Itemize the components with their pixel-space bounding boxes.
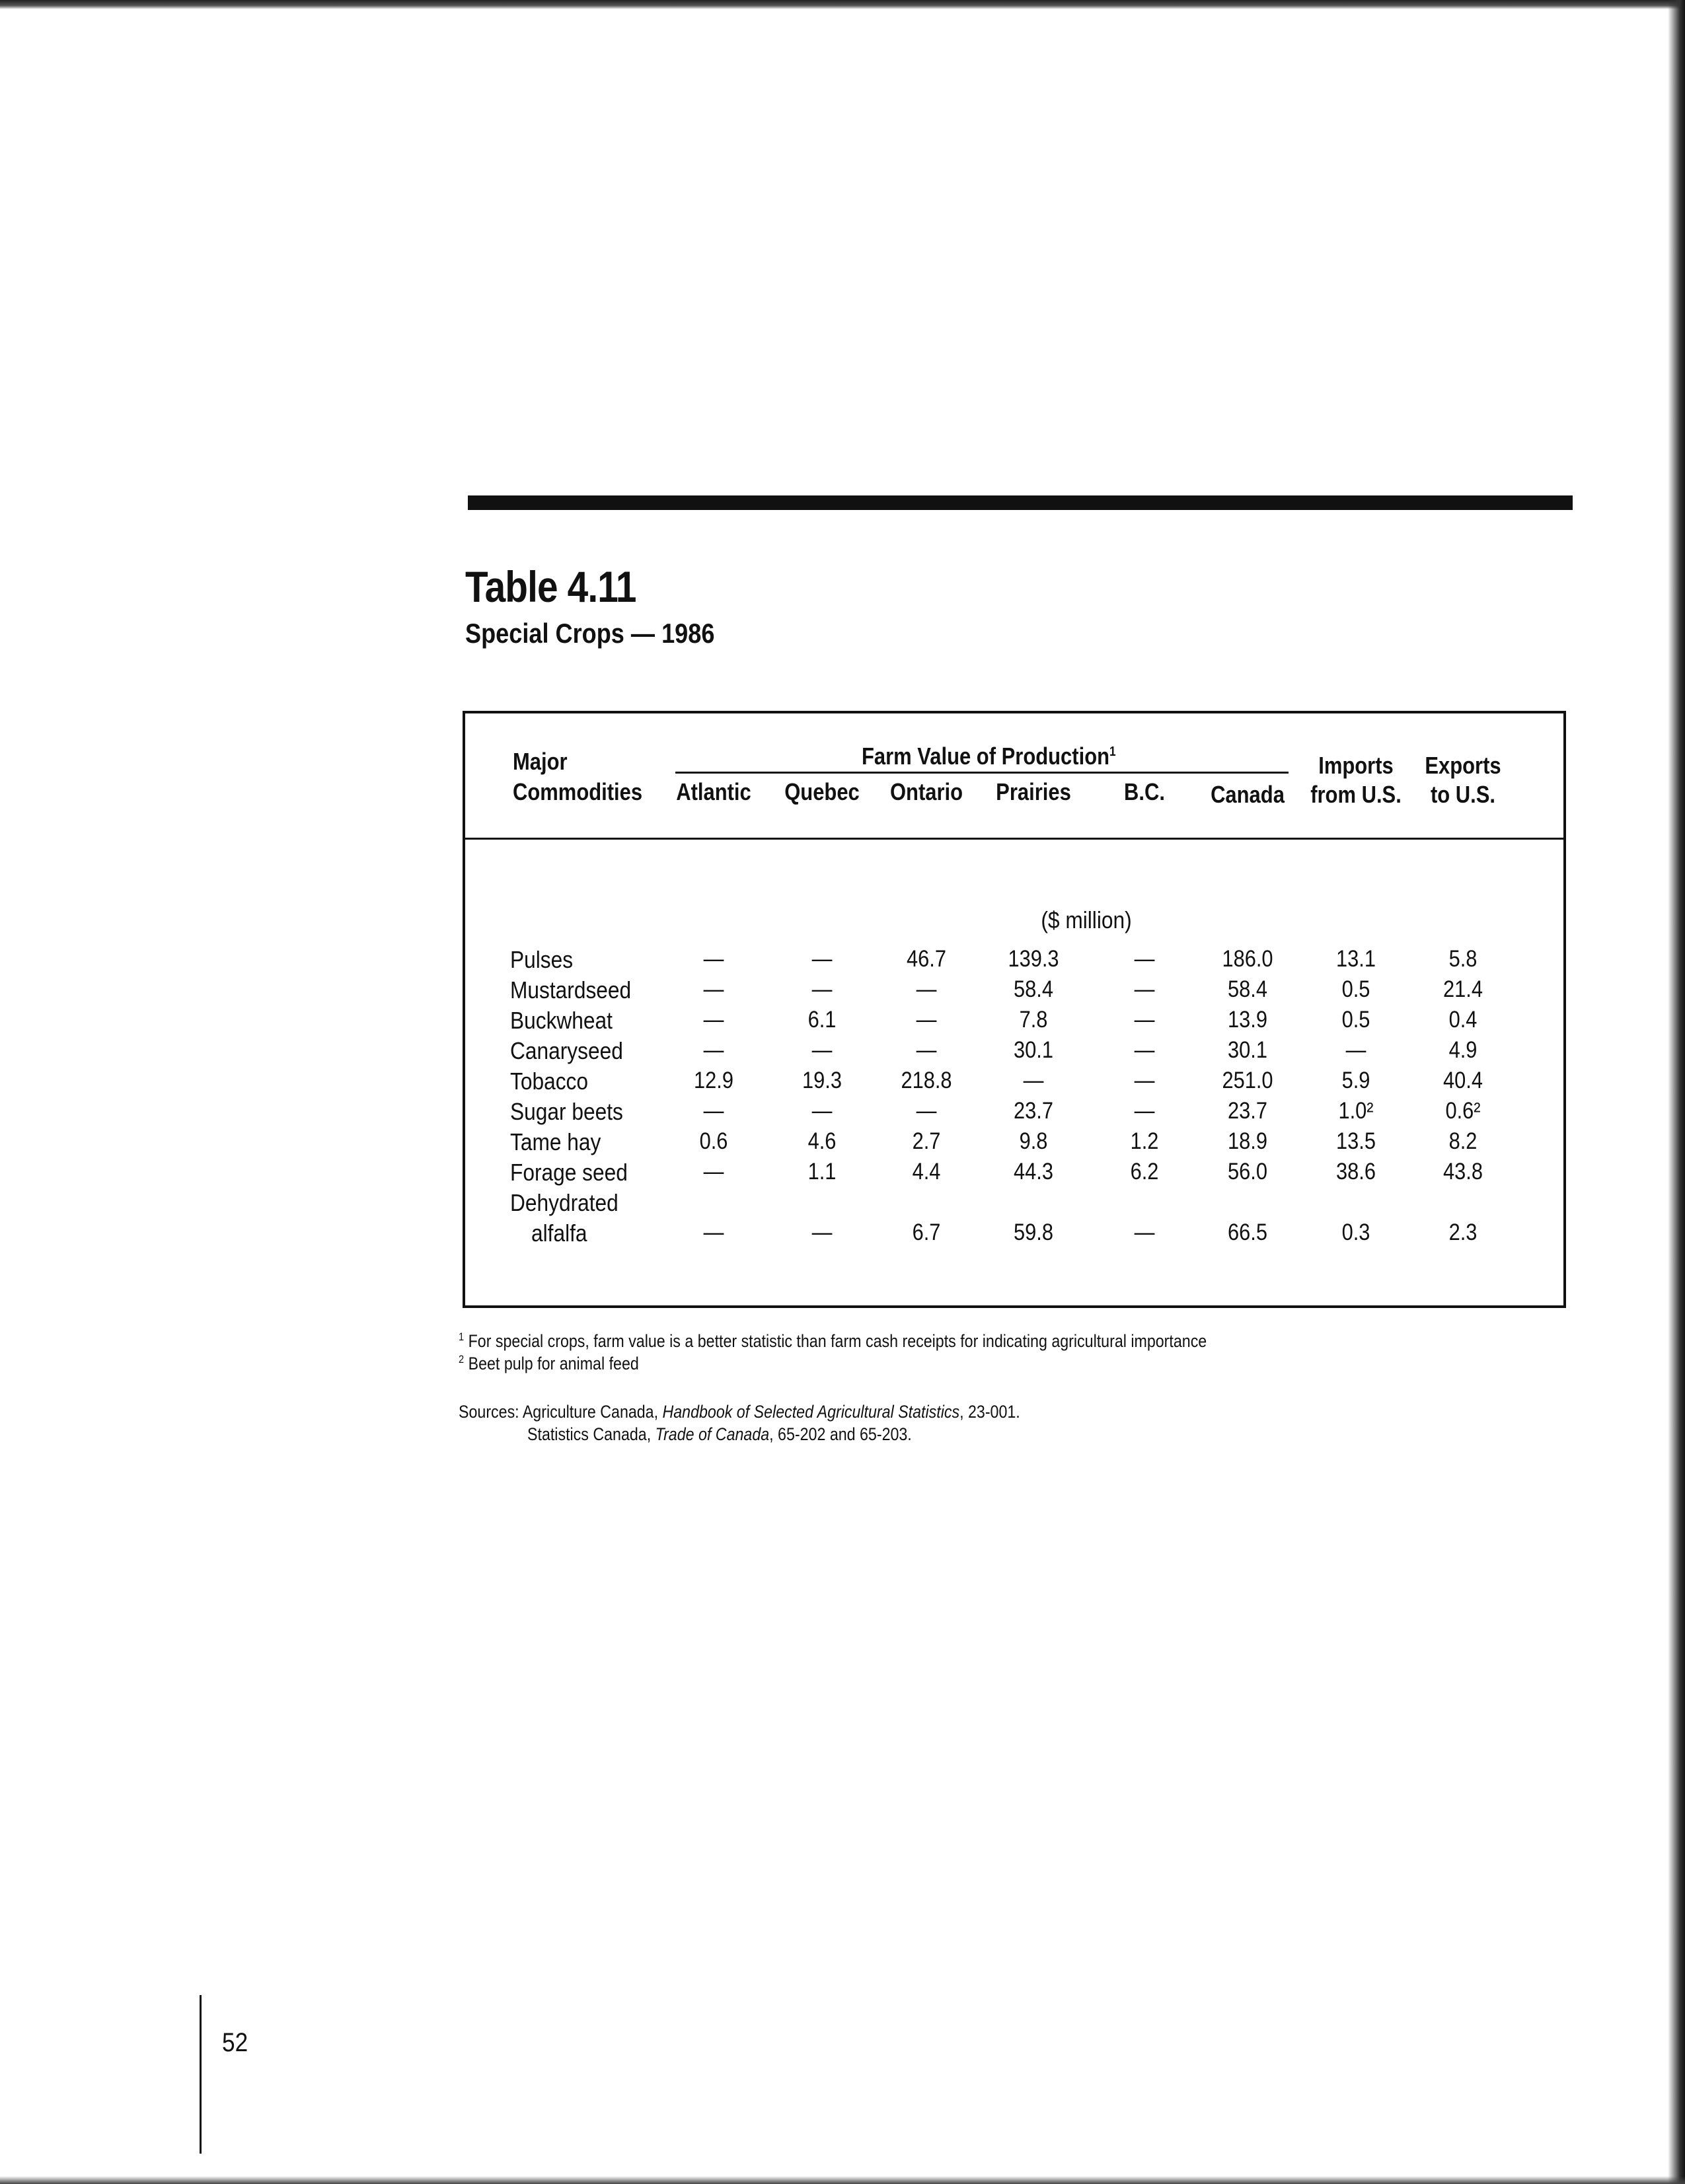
table-cell: — (1134, 1098, 1155, 1124)
table-cell: — (811, 1037, 833, 1063)
table-cell: 7.8 (1019, 1007, 1048, 1033)
table-cell: 9.8 (1019, 1128, 1048, 1154)
table-cell: 1.1 (807, 1159, 837, 1184)
table-cell: — (916, 976, 937, 1002)
table-cell: 13.9 (1228, 1007, 1267, 1033)
table-cell: — (916, 1098, 937, 1124)
unit-label: ($ million) (1041, 906, 1132, 933)
page-number: 52 (222, 2028, 248, 2057)
table-cell: 46.7 (907, 946, 946, 972)
scan-bottom-edge (0, 2176, 1685, 2184)
table-cell: 58.4 (1014, 976, 1053, 1002)
table-cell: — (703, 1007, 724, 1033)
table-cell: — (1134, 1007, 1155, 1033)
header-region-prairies: Prairies (996, 778, 1071, 805)
row-name: Buckwheat (510, 1007, 613, 1034)
row-name: Mustardseed (510, 976, 632, 1003)
table-cell: 1.0² (1338, 1098, 1374, 1124)
table-cell: 4.9 (1448, 1037, 1478, 1063)
header-region-atlantic: Atlantic (676, 778, 751, 805)
scan-right-edge (1668, 0, 1685, 2184)
row-name: Canaryseed (510, 1037, 623, 1064)
table-cell: 5.9 (1341, 1068, 1370, 1093)
table-cell: 59.8 (1014, 1219, 1053, 1245)
table-cell: — (703, 1037, 724, 1063)
header-imports-line1: Imports (1318, 752, 1394, 779)
table-cell: 218.8 (901, 1068, 952, 1093)
header-region-ontario: Ontario (889, 778, 963, 805)
table-cell: — (1134, 1037, 1155, 1063)
table-cell: 0.5 (1341, 976, 1370, 1002)
section-rule (468, 495, 1573, 510)
table-cell: 56.0 (1228, 1159, 1267, 1184)
table-cell: — (703, 1219, 724, 1245)
table-cell: 58.4 (1228, 976, 1267, 1002)
header-commodity-line2: Commodities (513, 778, 643, 805)
table-cell: 66.5 (1228, 1219, 1267, 1245)
table-cell: 30.1 (1228, 1037, 1267, 1063)
table-cell: 0.6 (699, 1128, 728, 1154)
table-cell: 4.6 (807, 1128, 837, 1154)
header-region-bc: B.C. (1124, 778, 1165, 805)
row-name: alfalfa (531, 1219, 587, 1247)
footnote-1: $^1$ For special crops, farm value is a better statistic than farm cash receipts for indicating agricultural importance (459, 1330, 1207, 1351)
row-name: Tobacco (510, 1068, 589, 1095)
table-cell: — (703, 946, 724, 972)
table-cell: 8.2 (1448, 1128, 1478, 1154)
table-cell: — (1134, 946, 1155, 972)
table-cell: 0.5 (1341, 1007, 1370, 1033)
table-cell: 30.1 (1014, 1037, 1053, 1063)
table-cell: 0.3 (1341, 1219, 1370, 1245)
table-cell: — (811, 1098, 833, 1124)
table-cell: 2.7 (912, 1128, 941, 1154)
table-cell: — (811, 1219, 833, 1245)
table-cell: 2.3 (1448, 1219, 1478, 1245)
group-underline (675, 772, 1289, 774)
header-imports-line2: from U.S. (1310, 781, 1402, 808)
table-cell: — (703, 1159, 724, 1184)
header-group-label: Farm Value of Production$^1$ (862, 743, 1116, 770)
header-region-quebec: Quebec (784, 778, 860, 805)
table-cell: 23.7 (1014, 1098, 1053, 1124)
table-cell: — (1345, 1037, 1367, 1063)
table-cell: 0.6² (1445, 1098, 1481, 1124)
table-cell: 44.3 (1014, 1159, 1053, 1184)
table-cell: 40.4 (1443, 1068, 1483, 1093)
header-region-canada: Canada (1211, 781, 1285, 808)
table-cell: 251.0 (1222, 1068, 1273, 1093)
page-margin-rule (200, 1995, 202, 2154)
table-cell: 6.2 (1130, 1159, 1159, 1184)
table-cell: 13.1 (1336, 946, 1376, 972)
table-cell: 18.9 (1228, 1128, 1267, 1154)
table-title: Table 4.11 (465, 562, 636, 611)
table-cell: — (1134, 976, 1155, 1002)
header-separator (465, 838, 1563, 840)
table-cell: 6.7 (912, 1219, 941, 1245)
table-cell: — (1134, 1219, 1155, 1245)
table-cell: 5.8 (1448, 946, 1478, 972)
table-subtitle: Special Crops — 1986 (465, 618, 715, 649)
table-cell: 43.8 (1443, 1159, 1483, 1184)
table-cell: 13.5 (1336, 1128, 1376, 1154)
table-cell: 12.9 (694, 1068, 733, 1093)
row-name: Pulses (510, 946, 574, 973)
table-cell: 6.1 (807, 1007, 837, 1033)
table-cell: — (811, 946, 833, 972)
table-cell: — (703, 976, 724, 1002)
table-cell: — (811, 976, 833, 1002)
sources-line-2: Statistics Canada, Trade of Canada, 65-202 and 65-203. (527, 1424, 912, 1444)
header-exports-line1: Exports (1425, 752, 1501, 779)
table-cell: — (916, 1037, 937, 1063)
header-exports-line2: to U.S. (1430, 781, 1496, 808)
table-cell: — (916, 1007, 937, 1033)
row-name: Dehydrated (510, 1189, 618, 1216)
footnote-2: $^2$ Beet pulp for animal feed (459, 1353, 639, 1373)
table-cell: 38.6 (1336, 1159, 1376, 1184)
sources-line-1: Sources: Agriculture Canada, Handbook of Selected Agricultural Statistics, 23-001. (459, 1402, 1020, 1422)
table-cell: 0.4 (1448, 1007, 1478, 1033)
row-name: Sugar beets (510, 1098, 623, 1125)
table-cell: — (1023, 1068, 1044, 1093)
table-cell: 139.3 (1008, 946, 1059, 972)
table-cell: 4.4 (912, 1159, 941, 1184)
table-cell: 1.2 (1130, 1128, 1159, 1154)
header-commodity-line1: Major (513, 748, 568, 775)
table-cell: 19.3 (802, 1068, 842, 1093)
table-cell: 23.7 (1228, 1098, 1267, 1124)
scan-top-edge (0, 0, 1685, 9)
row-name: Forage seed (510, 1159, 628, 1186)
table-cell: — (703, 1098, 724, 1124)
table-cell: 186.0 (1222, 946, 1273, 972)
table-cell: — (1134, 1068, 1155, 1093)
table-cell: 21.4 (1443, 976, 1483, 1002)
row-name: Tame hay (510, 1128, 601, 1155)
